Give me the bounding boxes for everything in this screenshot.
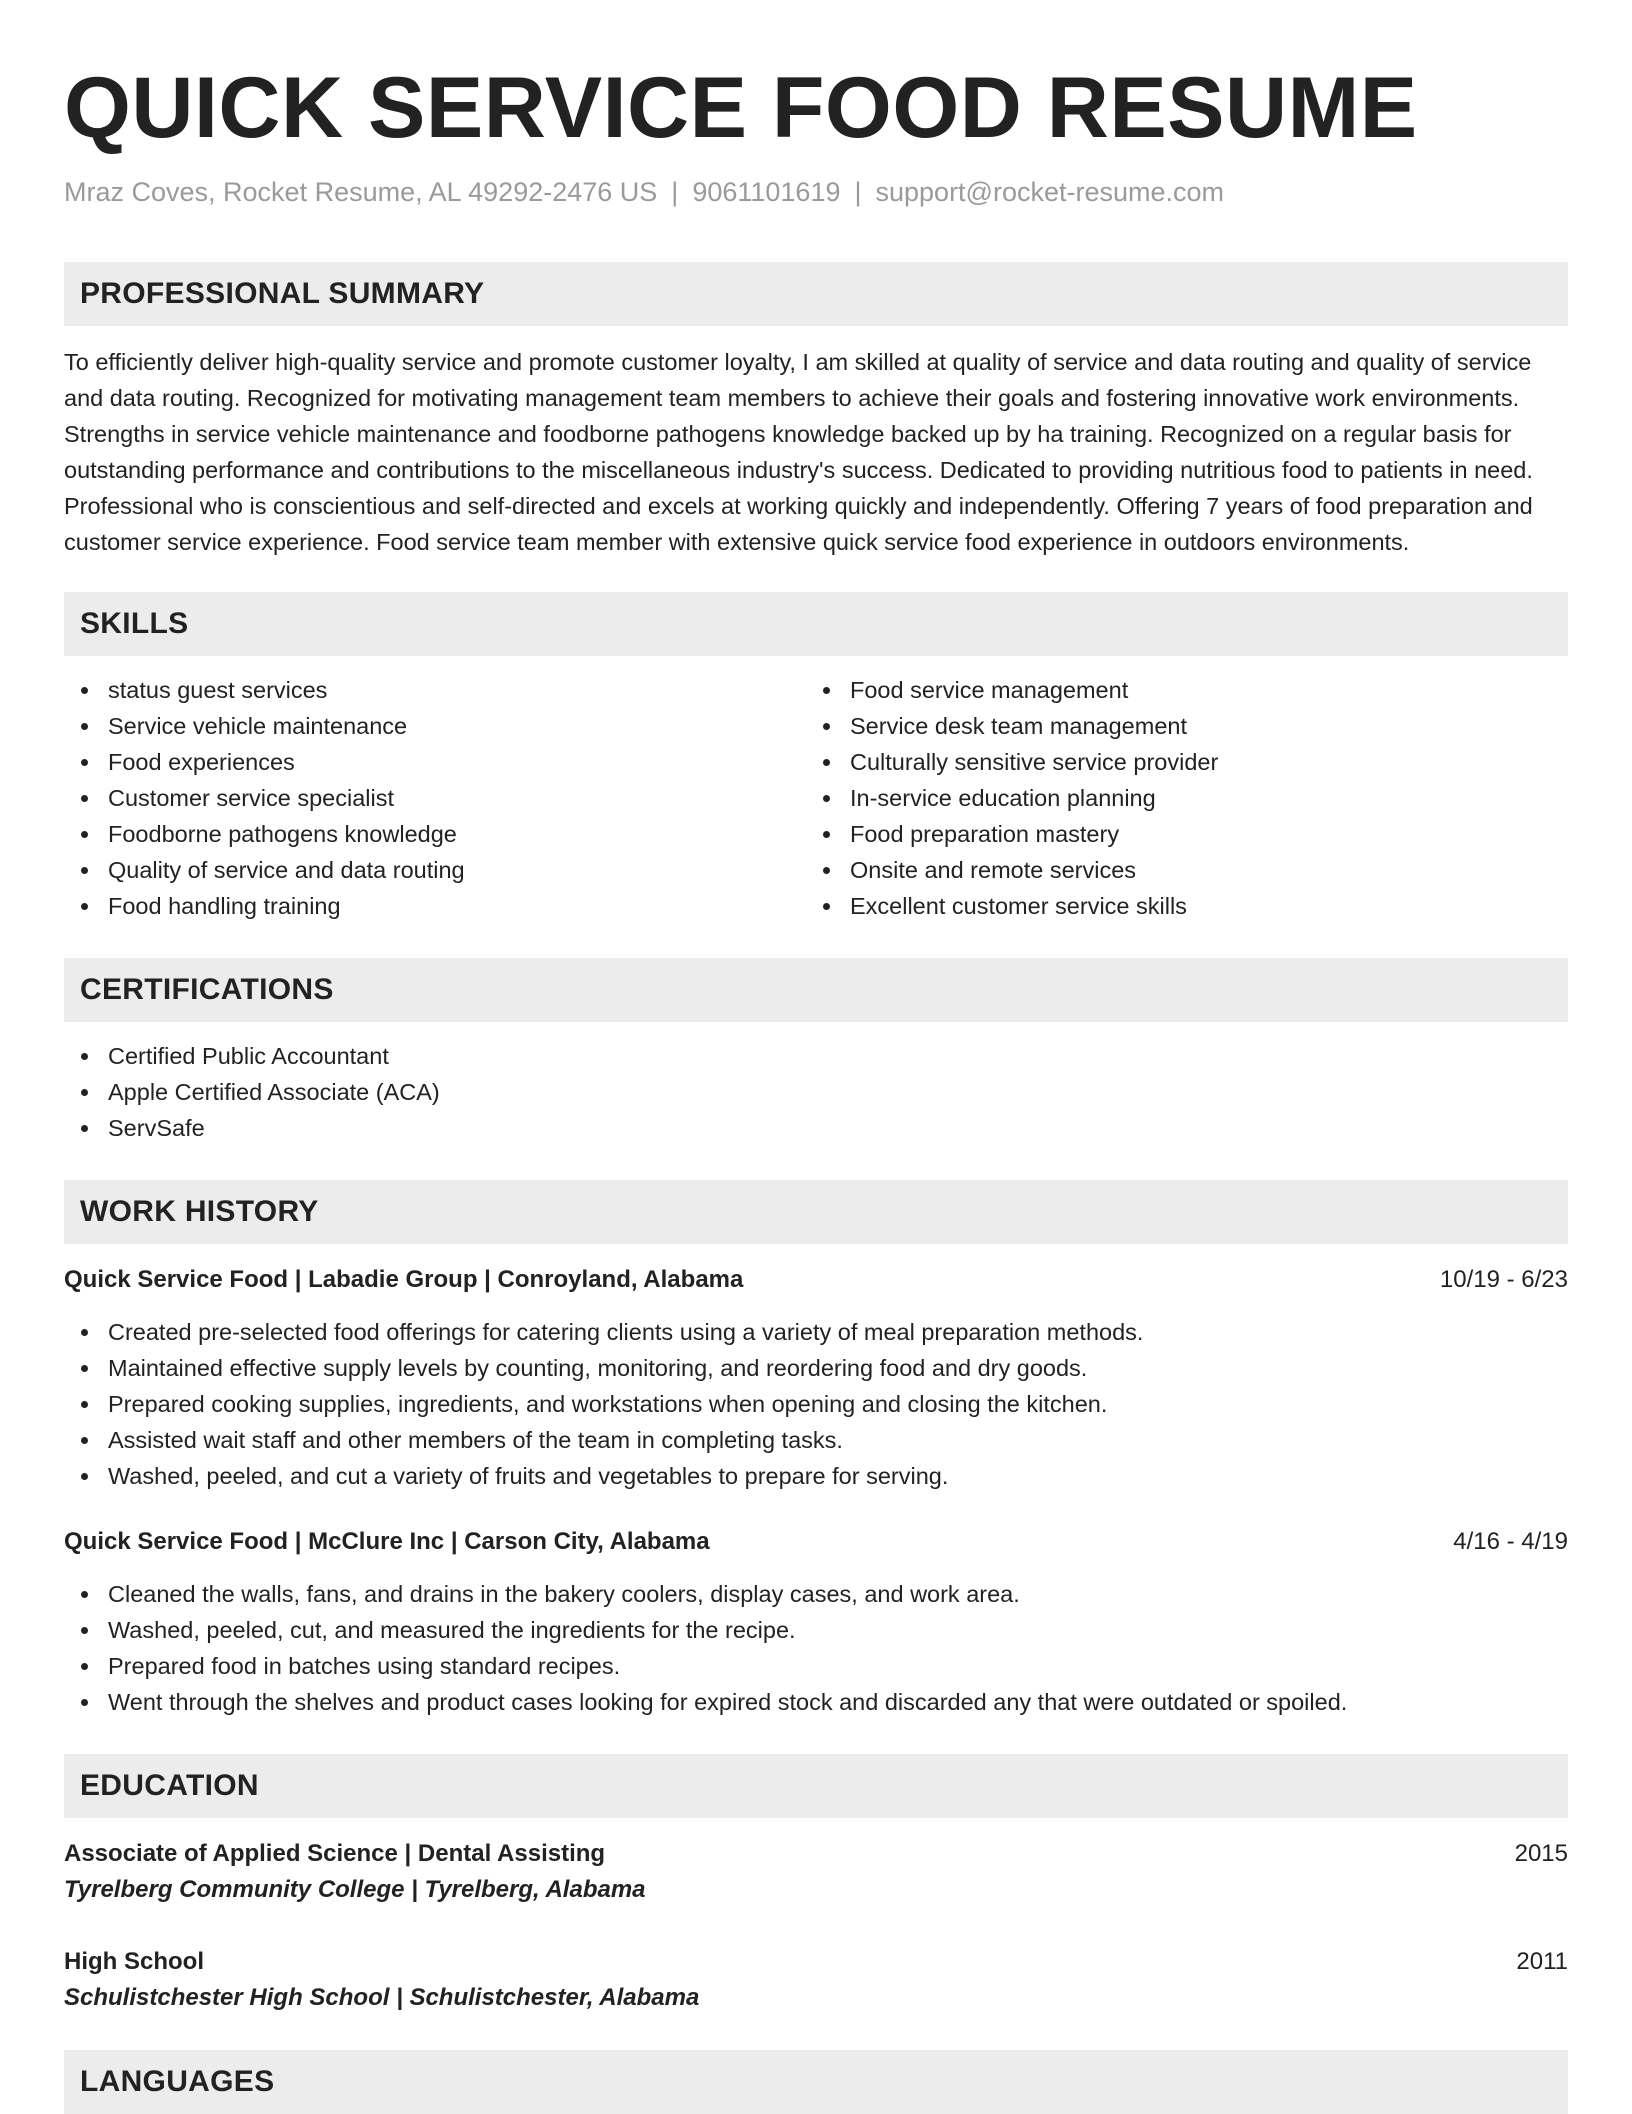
education-entry bbox=[64, 1836, 1568, 1908]
skill-item: Foodborne pathogens knowledge bbox=[64, 816, 806, 852]
job-duty-item: Created pre-selected food offerings for catering clients using a variety of meal preparation methods. bbox=[64, 1314, 1568, 1350]
certification-item: Apple Certified Associate (ACA) bbox=[64, 1074, 1568, 1110]
job-duties bbox=[64, 1576, 1568, 1720]
section-title: SKILLS bbox=[80, 607, 189, 640]
section-header-languages bbox=[64, 2050, 1568, 2114]
contact-line bbox=[64, 174, 1568, 210]
skills-list-left bbox=[64, 672, 806, 924]
skill-item: Excellent customer service skills bbox=[806, 888, 1548, 924]
section-header-skills bbox=[64, 592, 1568, 656]
education-header bbox=[64, 1836, 1568, 1872]
certification-item: Certified Public Accountant bbox=[64, 1038, 1568, 1074]
section-header-certifications bbox=[64, 958, 1568, 1022]
education-year: 2011 bbox=[1516, 1948, 1568, 1975]
skill-item: Onsite and remote services bbox=[806, 852, 1548, 888]
contact-separator: | bbox=[854, 177, 862, 207]
contact-phone: 9061101619 bbox=[692, 177, 841, 207]
job-duty-item: Washed, peeled, cut, and measured the ingredients for the recipe. bbox=[64, 1612, 1568, 1648]
skills-grid bbox=[64, 672, 1568, 924]
summary-text: To efficiently deliver high-quality service and promote customer loyalty, I am skilled at quality of service and data routing and quality of service and data routing. Recognized for motivating management team members to achieve their goals and fostering innovative work environments. Strengths in service vehicle maintenance and foodborne pathogens knowledge backed up by ha training. Recognized on a regular basis for outstanding performance and contributions to the miscellaneous industry's success. Dedicated to providing nutritious food to patients in need. Professional who is conscientious and self-directed and excels at working quickly and independently. Offering 7 years of food preparation and customer service experience. Food service team member with extensive quick service food experience in outdoors environments. bbox=[64, 349, 1533, 555]
job-entry bbox=[64, 1262, 1568, 1494]
skill-item: Food handling training bbox=[64, 888, 806, 924]
skill-item: Quality of service and data routing bbox=[64, 852, 806, 888]
skill-item: status guest services bbox=[64, 672, 806, 708]
skill-item: Culturally sensitive service provider bbox=[806, 744, 1548, 780]
job-header bbox=[64, 1262, 1568, 1298]
contact-email: support@rocket-resume.com bbox=[875, 177, 1225, 207]
skill-item: Service desk team management bbox=[806, 708, 1548, 744]
contact-separator: | bbox=[671, 177, 679, 207]
section-header-work-history bbox=[64, 1180, 1568, 1244]
education-school: Tyrelberg Community College | Tyrelberg, Alabama bbox=[64, 1876, 646, 1903]
education-degree: High School bbox=[64, 1948, 204, 1975]
certification-item: ServSafe bbox=[64, 1110, 1568, 1146]
job-duty-item: Prepared cooking supplies, ingredients, and workstations when opening and closing the kitchen. bbox=[64, 1386, 1568, 1422]
contact-address: Mraz Coves, Rocket Resume, AL 49292-2476 US bbox=[64, 177, 658, 207]
section-title: WORK HISTORY bbox=[80, 1195, 319, 1228]
job-dates: 4/16 - 4/19 bbox=[1453, 1528, 1568, 1555]
section-header-summary bbox=[64, 262, 1568, 326]
job-header bbox=[64, 1524, 1568, 1560]
education-year: 2015 bbox=[1514, 1840, 1568, 1867]
job-duty-item: Prepared food in batches using standard recipes. bbox=[64, 1648, 1568, 1684]
job-title: Quick Service Food | McClure Inc | Carson City, Alabama bbox=[64, 1528, 710, 1555]
education-entry bbox=[64, 1944, 1568, 2016]
resume-page bbox=[64, 0, 1568, 2114]
job-duties bbox=[64, 1314, 1568, 1494]
resume-name: QUICK SERVICE FOOD RESUME bbox=[64, 60, 1418, 156]
skills-list-right bbox=[806, 672, 1548, 924]
job-duty-item: Washed, peeled, and cut a variety of fruits and vegetables to prepare for serving. bbox=[64, 1458, 1568, 1494]
certifications-list bbox=[64, 1038, 1568, 1146]
job-entry bbox=[64, 1524, 1568, 1720]
section-title: PROFESSIONAL SUMMARY bbox=[80, 277, 485, 310]
job-duty-item: Cleaned the walls, fans, and drains in the bakery coolers, display cases, and work area. bbox=[64, 1576, 1568, 1612]
job-dates: 10/19 - 6/23 bbox=[1439, 1266, 1568, 1293]
section-title: LANGUAGES bbox=[80, 2065, 275, 2098]
skill-item: In-service education planning bbox=[806, 780, 1548, 816]
education-header bbox=[64, 1944, 1568, 1980]
section-title: CERTIFICATIONS bbox=[80, 973, 334, 1006]
skill-item: Service vehicle maintenance bbox=[64, 708, 806, 744]
job-duty-item: Assisted wait staff and other members of the team in completing tasks. bbox=[64, 1422, 1568, 1458]
section-header-education bbox=[64, 1754, 1568, 1818]
job-duty-item: Maintained effective supply levels by counting, monitoring, and reordering food and dry goods. bbox=[64, 1350, 1568, 1386]
education-school: Schulistchester High School | Schulistchester, Alabama bbox=[64, 1984, 700, 2011]
job-duty-item: Went through the shelves and product cases looking for expired stock and discarded any that were outdated or spoiled. bbox=[64, 1684, 1568, 1720]
job-title: Quick Service Food | Labadie Group | Conroyland, Alabama bbox=[64, 1266, 744, 1293]
skill-item: Customer service specialist bbox=[64, 780, 806, 816]
education-degree: Associate of Applied Science | Dental Assisting bbox=[64, 1840, 606, 1867]
section-title: EDUCATION bbox=[80, 1769, 259, 1802]
skill-item: Food service management bbox=[806, 672, 1548, 708]
skill-item: Food preparation mastery bbox=[806, 816, 1548, 852]
skill-item: Food experiences bbox=[64, 744, 806, 780]
